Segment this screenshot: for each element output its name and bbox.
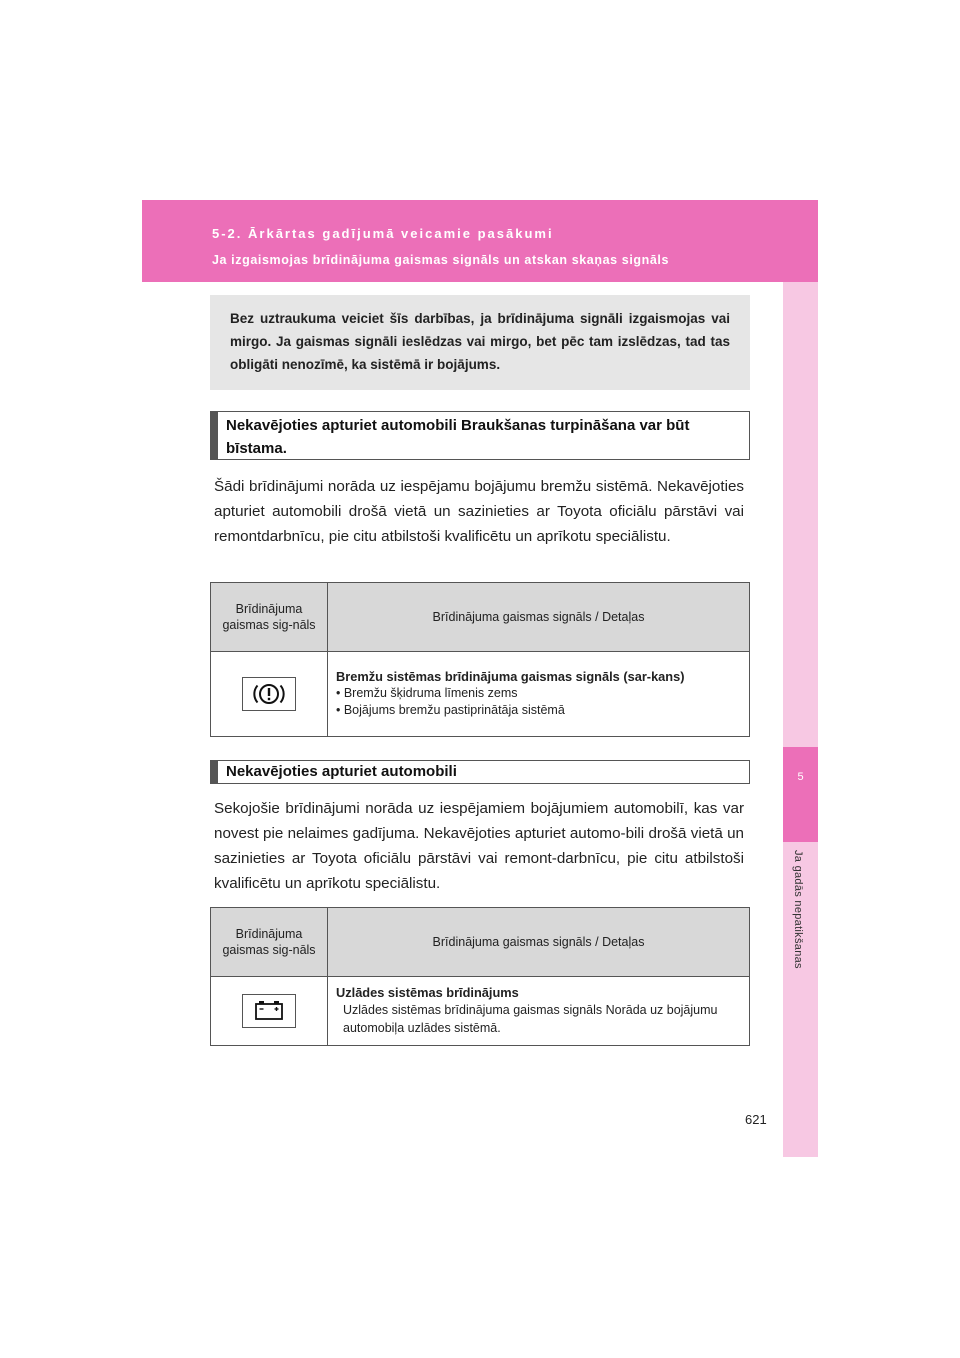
page-number: 621 bbox=[745, 1112, 767, 1127]
chapter-label: Ja gadās nepatikšanas bbox=[792, 850, 804, 969]
battery-charging-icon bbox=[242, 994, 296, 1028]
col2-header: Brīdinājuma gaismas signāls / Detaļas bbox=[328, 908, 750, 977]
col2-header: Brīdinājuma gaismas signāls / Detaļas bbox=[328, 583, 750, 652]
col1-header: Brīdinājuma gaismas sig-nāls bbox=[211, 908, 328, 977]
section2-paragraph: Sekojošie brīdinājumi norāda uz iespējamiem bojājumiem automobilī, kas var novest pie nelaimes gadījuma. Nekavējoties apturiet automo-bili drošā vietā un sazinieties ar Toyota oficiālu pārstāvi vai remont-darbnīcu, pie citu atbilstoši kvalificētu un aprīkotu speciālistu. bbox=[214, 800, 744, 892]
list-item: • Bojājums bremžu pastiprinātāja sistēmā bbox=[336, 703, 565, 717]
section-title: 5-2. Ārkārtas gadījumā veicamie pasākumi bbox=[212, 226, 554, 241]
table-row bbox=[211, 977, 750, 1046]
icon-cell bbox=[211, 652, 328, 737]
notice-box: Bez uztraukuma veiciet šīs darbības, ja brīdinājuma signāli izgaismojas vai mirgo. Ja gaismas signāli ieslēdzas vai mirgo, bet pēc tam izslēdzas, tad tas obligāti nenozīmē, ka sistēmā ir bojājums. bbox=[210, 295, 750, 390]
description-cell bbox=[328, 977, 750, 1046]
chapter-number: 5 bbox=[797, 771, 804, 783]
section1-paragraph: Šādi brīdinājumi norāda uz iespējamu bojājumu bremžu sistēmā. Nekavējoties apturiet automobili drošā vietā un sazinieties ar Toyota oficiālu pārstāvi vai remontdarbnīcu, pie citu atbilstoši kvalificētu un aprīkotu speciālistu. bbox=[214, 478, 744, 545]
col1-header: Brīdinājuma gaismas sig-nāls bbox=[211, 583, 328, 652]
table-header-row bbox=[211, 583, 750, 652]
chapter-tab[interactable] bbox=[783, 747, 818, 842]
warning-title: Bremžu sistēmas brīdinājuma gaismas signāls (sar-kans) bbox=[336, 669, 685, 684]
chapter-side-strip bbox=[783, 282, 818, 1157]
description-cell bbox=[328, 652, 750, 737]
icon-cell bbox=[211, 977, 328, 1046]
header-band bbox=[142, 200, 818, 282]
section2-heading: Nekavējoties apturiet automobili bbox=[210, 760, 750, 784]
table-row bbox=[211, 652, 750, 737]
section1-heading: Nekavējoties apturiet automobili Braukšanas turpināšana var būt bīstama. bbox=[210, 411, 750, 460]
warning-text: Uzlādes sistēmas brīdinājuma gaismas signāls Norāda uz bojājumu automobiļa uzlādes sistēmā. bbox=[343, 1003, 718, 1035]
warning-title: Uzlādes sistēmas brīdinājums bbox=[336, 985, 519, 1000]
list-item: • Bremžu šķidruma līmenis zems bbox=[336, 686, 518, 700]
brake-warning-icon bbox=[242, 677, 296, 711]
table-header-row bbox=[211, 908, 750, 977]
warning-table-brakes bbox=[210, 582, 750, 737]
warning-table-charging bbox=[210, 907, 750, 1046]
subsection-title: Ja izgaismojas brīdinājuma gaismas signāls un atskan skaņas signāls bbox=[212, 253, 670, 267]
